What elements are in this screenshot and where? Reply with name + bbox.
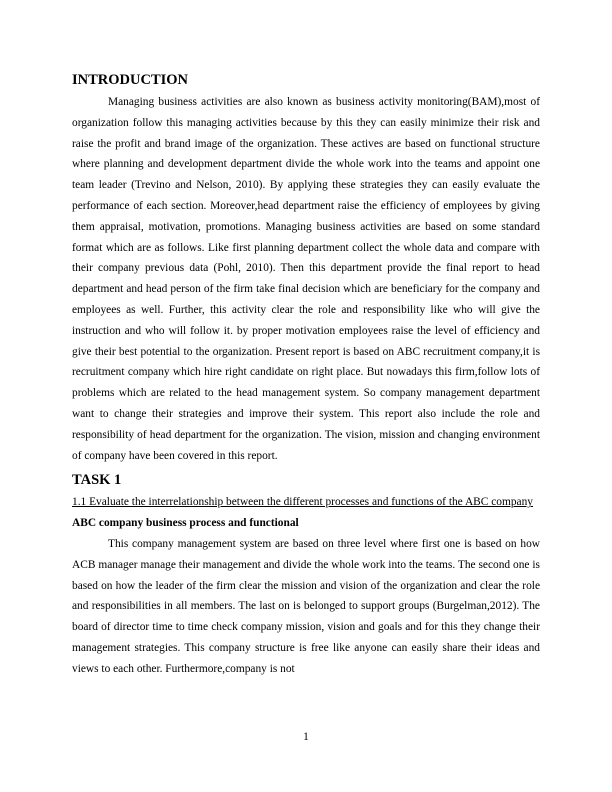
page-number: 1 (303, 731, 309, 743)
introduction-heading: INTRODUCTION (72, 72, 189, 88)
introduction-paragraph: Managing business activities are also known as business activity monitoring(BAM),most of organization follow this managing activities because by this they can easily minimize their risk and raise the profit and brand image of the organization. These actives are based on functional structure where planning and development department divide the whole work into the teams and appoint one team leader (Trevino and Nelson, 2010). By applying these strategies they can easily evaluate the performance of each section. Moreover,head department raise the efficiency of employees by giving them appraisal, motivation, promotions. Managing business activities are based on some standard format which are as follows. Like first planning department collect the whole data and compare with their company previous data (Pohl, 2010). Then this department provide the final report to head department and head person of the firm take final decision which are beneficiary for the company and employees as well. Further, this activity clear the role and responsibility like who will give the instruction and who will follow it. by proper motivation employees raise the level of efficiency and give their best potential to the organization. Present report is based on ABC recruitment company,it is recruitment company which hire right candidate on right place. But nowadays this firm,follow lots of problems which are related to the head management system. So company management department want to change their strategies and improve their system. This report also include the role and responsibility of head department for the organization. The vision, mission and changing environment of company have been covered in this report. (72, 96, 540, 462)
subsection-paragraph: This company management system are based on three level where first one is based on how ACB manager manage their management and divide the whole work into the teams. The second one is based on how the leader of the firm clear the mission and vision of the organization and clear the role and responsibilities in all members. The last on is belonged to support groups (Burgelman,2012). The board of director time to time check company mission, vision and goals and for this they change their management strategies. This company structure is free like anyone can easily share their ideas and views to each other. Furthermore,company is not (72, 537, 540, 675)
subsection-heading: ABC company business process and functional (72, 517, 299, 530)
page-content (72, 70, 540, 680)
subtask-title: 1.1 Evaluate the interrelationship between the different processes and functions of the ABC company (72, 496, 533, 509)
task-heading: TASK 1 (72, 472, 122, 489)
